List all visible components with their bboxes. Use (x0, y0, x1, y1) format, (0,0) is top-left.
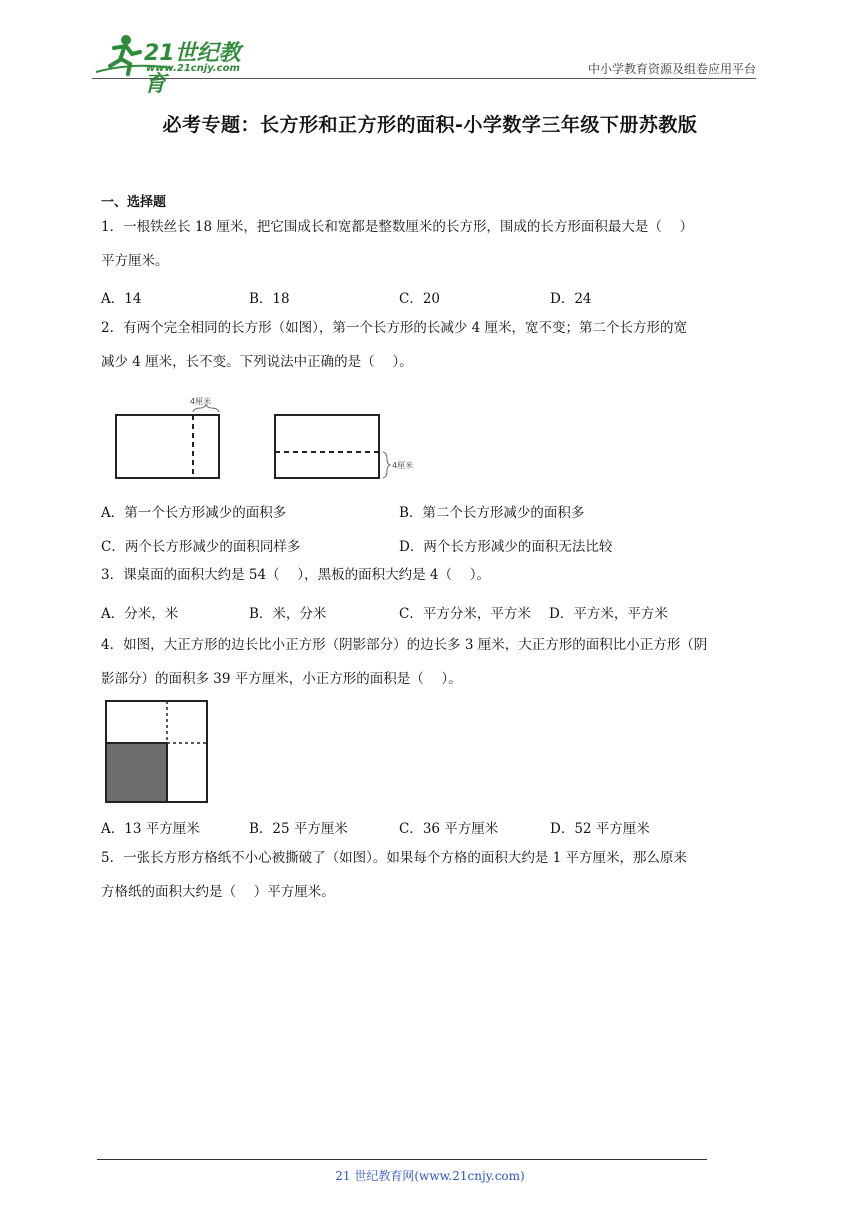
q5-text-line2: 方格纸的面积大约是（ ）平方厘米。 (101, 884, 335, 900)
q2-brace-side (383, 452, 390, 478)
q4-option-a: A．13 平方厘米 (101, 821, 200, 837)
q1-text-line2: 平方厘米。 (101, 253, 169, 269)
q1-text-line1: 1．一根铁丝长 18 厘米，把它围成长和宽都是整数厘米的长方形，围成的长方形面积最大是（ ） (101, 219, 694, 235)
q4-option-d: D．52 平方厘米 (550, 821, 650, 837)
q4-small-square-shaded (106, 743, 167, 802)
q1-option-b: B．18 (249, 291, 290, 307)
logo-text: 21世纪教育 (144, 41, 241, 97)
page-title: 必考专题：长方形和正方形的面积-小学数学三年级下册苏教版 (162, 114, 698, 136)
q2-text-line2: 减少 4 厘米，长不变。下列说法中正确的是（ ）。 (101, 354, 413, 370)
q5-text-line1: 5．一张长方形方格纸不小心被撕破了（如图）。如果每个方格的面积大约是 1 平方厘米，那么原来 (101, 850, 688, 866)
q4-text-line2: 影部分）的面积多 39 平方厘米，小正方形的面积是（ ）。 (101, 671, 462, 687)
q4-option-c: C．36 平方厘米 (399, 821, 499, 837)
q2-option-b: B．第二个长方形减少的面积多 (399, 505, 585, 521)
q2-rect-first (116, 415, 219, 478)
q3-text-line1: 3．课桌面的面积大约是 54（ ），黑板的面积大约是 4（ ）。 (101, 567, 491, 583)
q1-option-d: D．24 (550, 291, 592, 307)
q2-rect-second (275, 415, 379, 478)
q4-option-b: B．25 平方厘米 (249, 821, 348, 837)
q2-label-top: 4厘米 (190, 397, 212, 406)
footer-site-link[interactable]: 21 世纪教育网(www.21cnjy.com) (335, 1169, 525, 1183)
logo-url: www.21cnjy.com (146, 63, 240, 74)
q3-option-c: C．平方分米，平方米 (399, 606, 531, 622)
header-divider (92, 78, 756, 79)
site-logo (92, 32, 262, 97)
footer-divider (97, 1159, 707, 1160)
q1-option-a: A．14 (101, 291, 142, 307)
header-platform-text: 中小学教育资源及组卷应用平台 (587, 62, 756, 76)
q2-text-line1: 2．有两个完全相同的长方形（如图），第一个长方形的长减少 4 厘米，宽不变；第二个长方形的宽 (101, 320, 688, 336)
q1-option-c: C．20 (399, 291, 441, 307)
q2-option-c: C．两个长方形减少的面积同样多 (101, 539, 301, 555)
q3-option-d: D．平方米，平方米 (549, 606, 668, 622)
q4-squares-figure (104, 699, 210, 805)
q2-option-d: D．两个长方形减少的面积无法比较 (399, 539, 613, 555)
q3-option-b: B．米，分米 (249, 606, 327, 622)
section-heading: 一、选择题 (101, 195, 167, 210)
q3-option-a: A．分米，米 (101, 606, 179, 622)
q2-label-side: 4厘米 (392, 461, 414, 470)
q2-rectangles-figure (100, 390, 440, 485)
q2-option-a: A．第一个长方形减少的面积多 (101, 505, 287, 521)
q4-text-line1: 4．如图，大正方形的边长比小正方形（阴影部分）的边长多 3 厘米，大正方形的面积比小正方形（阴 (101, 637, 708, 653)
